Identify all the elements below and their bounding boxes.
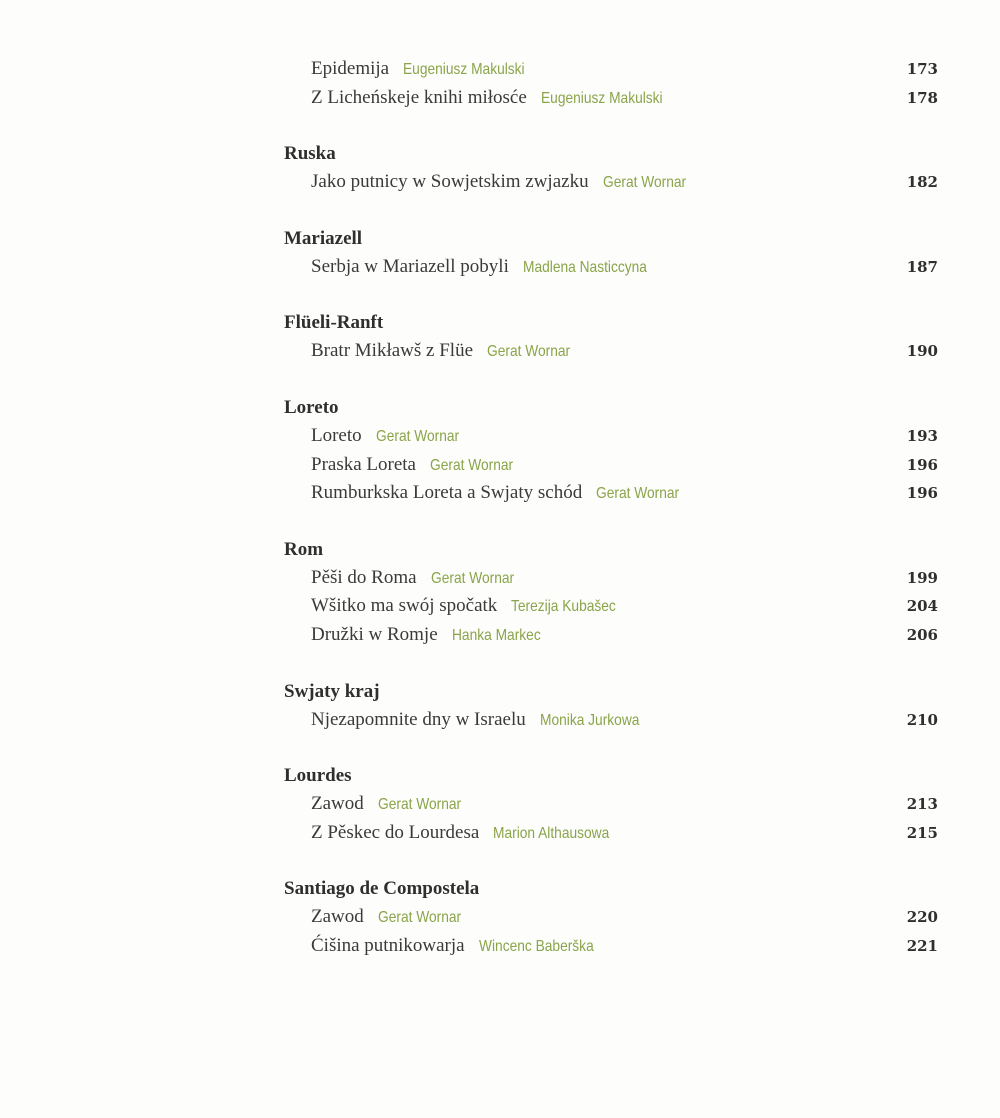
toc-entry <box>284 168 938 197</box>
table-of-contents <box>284 55 938 989</box>
entry-author: Wincenc Baberška <box>478 937 594 955</box>
toc-entry <box>284 592 938 621</box>
toc-entry <box>284 253 938 282</box>
entry-page-number: 221 <box>906 936 938 955</box>
entry-page-number: 220 <box>906 908 938 927</box>
toc-entry <box>284 84 938 113</box>
entry-page-number: 193 <box>906 426 938 445</box>
entry-page-number: 213 <box>906 795 938 814</box>
section-heading: Lourdes <box>284 765 352 787</box>
entry-title: Družki w Romje <box>311 623 438 645</box>
entry-author: Gerat Wornar <box>596 485 680 503</box>
entry-page-number: 173 <box>906 60 938 78</box>
entry-author: Gerat Wornar <box>377 909 461 927</box>
section-heading: Santiago de Compostela <box>284 878 480 900</box>
entry-title: Ćišina putnikowarja <box>311 934 465 956</box>
entry-page-number: 215 <box>906 823 938 842</box>
entry-title: Jako putnicy w Sowjetskim zwjazku <box>311 171 589 193</box>
toc-section <box>284 762 938 847</box>
entry-page-number: 182 <box>906 173 938 192</box>
entry-title: Bratr Mikławš z Flüe <box>311 340 474 362</box>
entry-author: Monika Jurkowa <box>539 711 640 729</box>
entry-author: Eugeniusz Makulski <box>403 61 525 78</box>
entry-author: Gerat Wornar <box>487 343 571 361</box>
entry-author: Gerat Wornar <box>429 456 514 474</box>
entry-author: Eugeniusz Makulski <box>540 89 663 107</box>
toc-entry <box>284 451 938 480</box>
entry-author: Gerat Wornar <box>430 569 514 587</box>
entry-page-number: 196 <box>906 455 938 474</box>
section-heading: Swjaty kraj <box>284 680 380 702</box>
entry-author: Terezija Kubašec <box>511 598 617 616</box>
toc-entry <box>284 790 938 819</box>
toc-section <box>284 225 938 282</box>
entry-title: Pěši do Roma <box>311 566 417 588</box>
section-heading: Loreto <box>284 396 339 418</box>
entry-page-number: 187 <box>906 257 938 276</box>
toc-section <box>284 309 938 366</box>
entry-title: Praska Loreta <box>311 453 416 475</box>
toc-section <box>284 394 938 508</box>
toc-entry <box>284 903 938 932</box>
entry-author: Hanka Markec <box>451 626 541 644</box>
toc-entry <box>284 479 938 508</box>
entry-page-number: 204 <box>906 597 938 616</box>
toc-section <box>284 140 938 197</box>
entry-title: Zawod <box>311 906 364 928</box>
entry-author: Gerat Wornar <box>602 174 686 192</box>
entry-page-number: 199 <box>906 568 938 587</box>
toc-entry <box>284 706 938 735</box>
toc-section <box>284 55 938 112</box>
entry-page-number: 210 <box>906 710 938 729</box>
entry-title: Loreto <box>311 424 362 446</box>
section-heading: Flüeli-Ranft <box>284 312 384 334</box>
entry-title: Serbja w Mariazell pobyli <box>311 255 509 277</box>
section-heading: Mariazell <box>284 227 363 249</box>
toc-entry <box>284 564 938 593</box>
toc-section <box>284 536 938 650</box>
section-heading: Rom <box>284 538 324 560</box>
toc-entry <box>284 621 938 650</box>
entry-page-number: 206 <box>906 625 938 644</box>
entry-author: Gerat Wornar <box>377 796 461 814</box>
entry-page-number: 196 <box>906 484 938 503</box>
entry-title: Rumburkska Loreta a Swjaty schód <box>311 482 583 504</box>
entry-title: Zawod <box>311 793 364 815</box>
entry-page-number: 190 <box>906 342 938 361</box>
entry-author: Madlena Nasticcyna <box>522 258 647 276</box>
toc-section <box>284 875 938 960</box>
toc-entry <box>284 819 938 848</box>
entry-title: Epidemija <box>311 58 390 79</box>
toc-entry <box>284 932 938 961</box>
entry-author: Gerat Wornar <box>375 427 459 445</box>
toc-entry <box>284 55 938 84</box>
entry-title: Z Licheńskeje knihi miłosće <box>311 86 527 108</box>
toc-entry <box>284 422 938 451</box>
toc-section <box>284 678 938 735</box>
entry-title: Z Pěskec do Lourdesa <box>311 821 480 843</box>
section-heading: Ruska <box>284 143 336 165</box>
entry-title: Wšitko ma swój spočatk <box>311 595 498 617</box>
entry-page-number: 178 <box>906 88 938 107</box>
entry-title: Njezapomnite dny w Israelu <box>311 708 526 730</box>
entry-author: Marion Althausowa <box>493 824 610 842</box>
toc-entry <box>284 337 938 366</box>
